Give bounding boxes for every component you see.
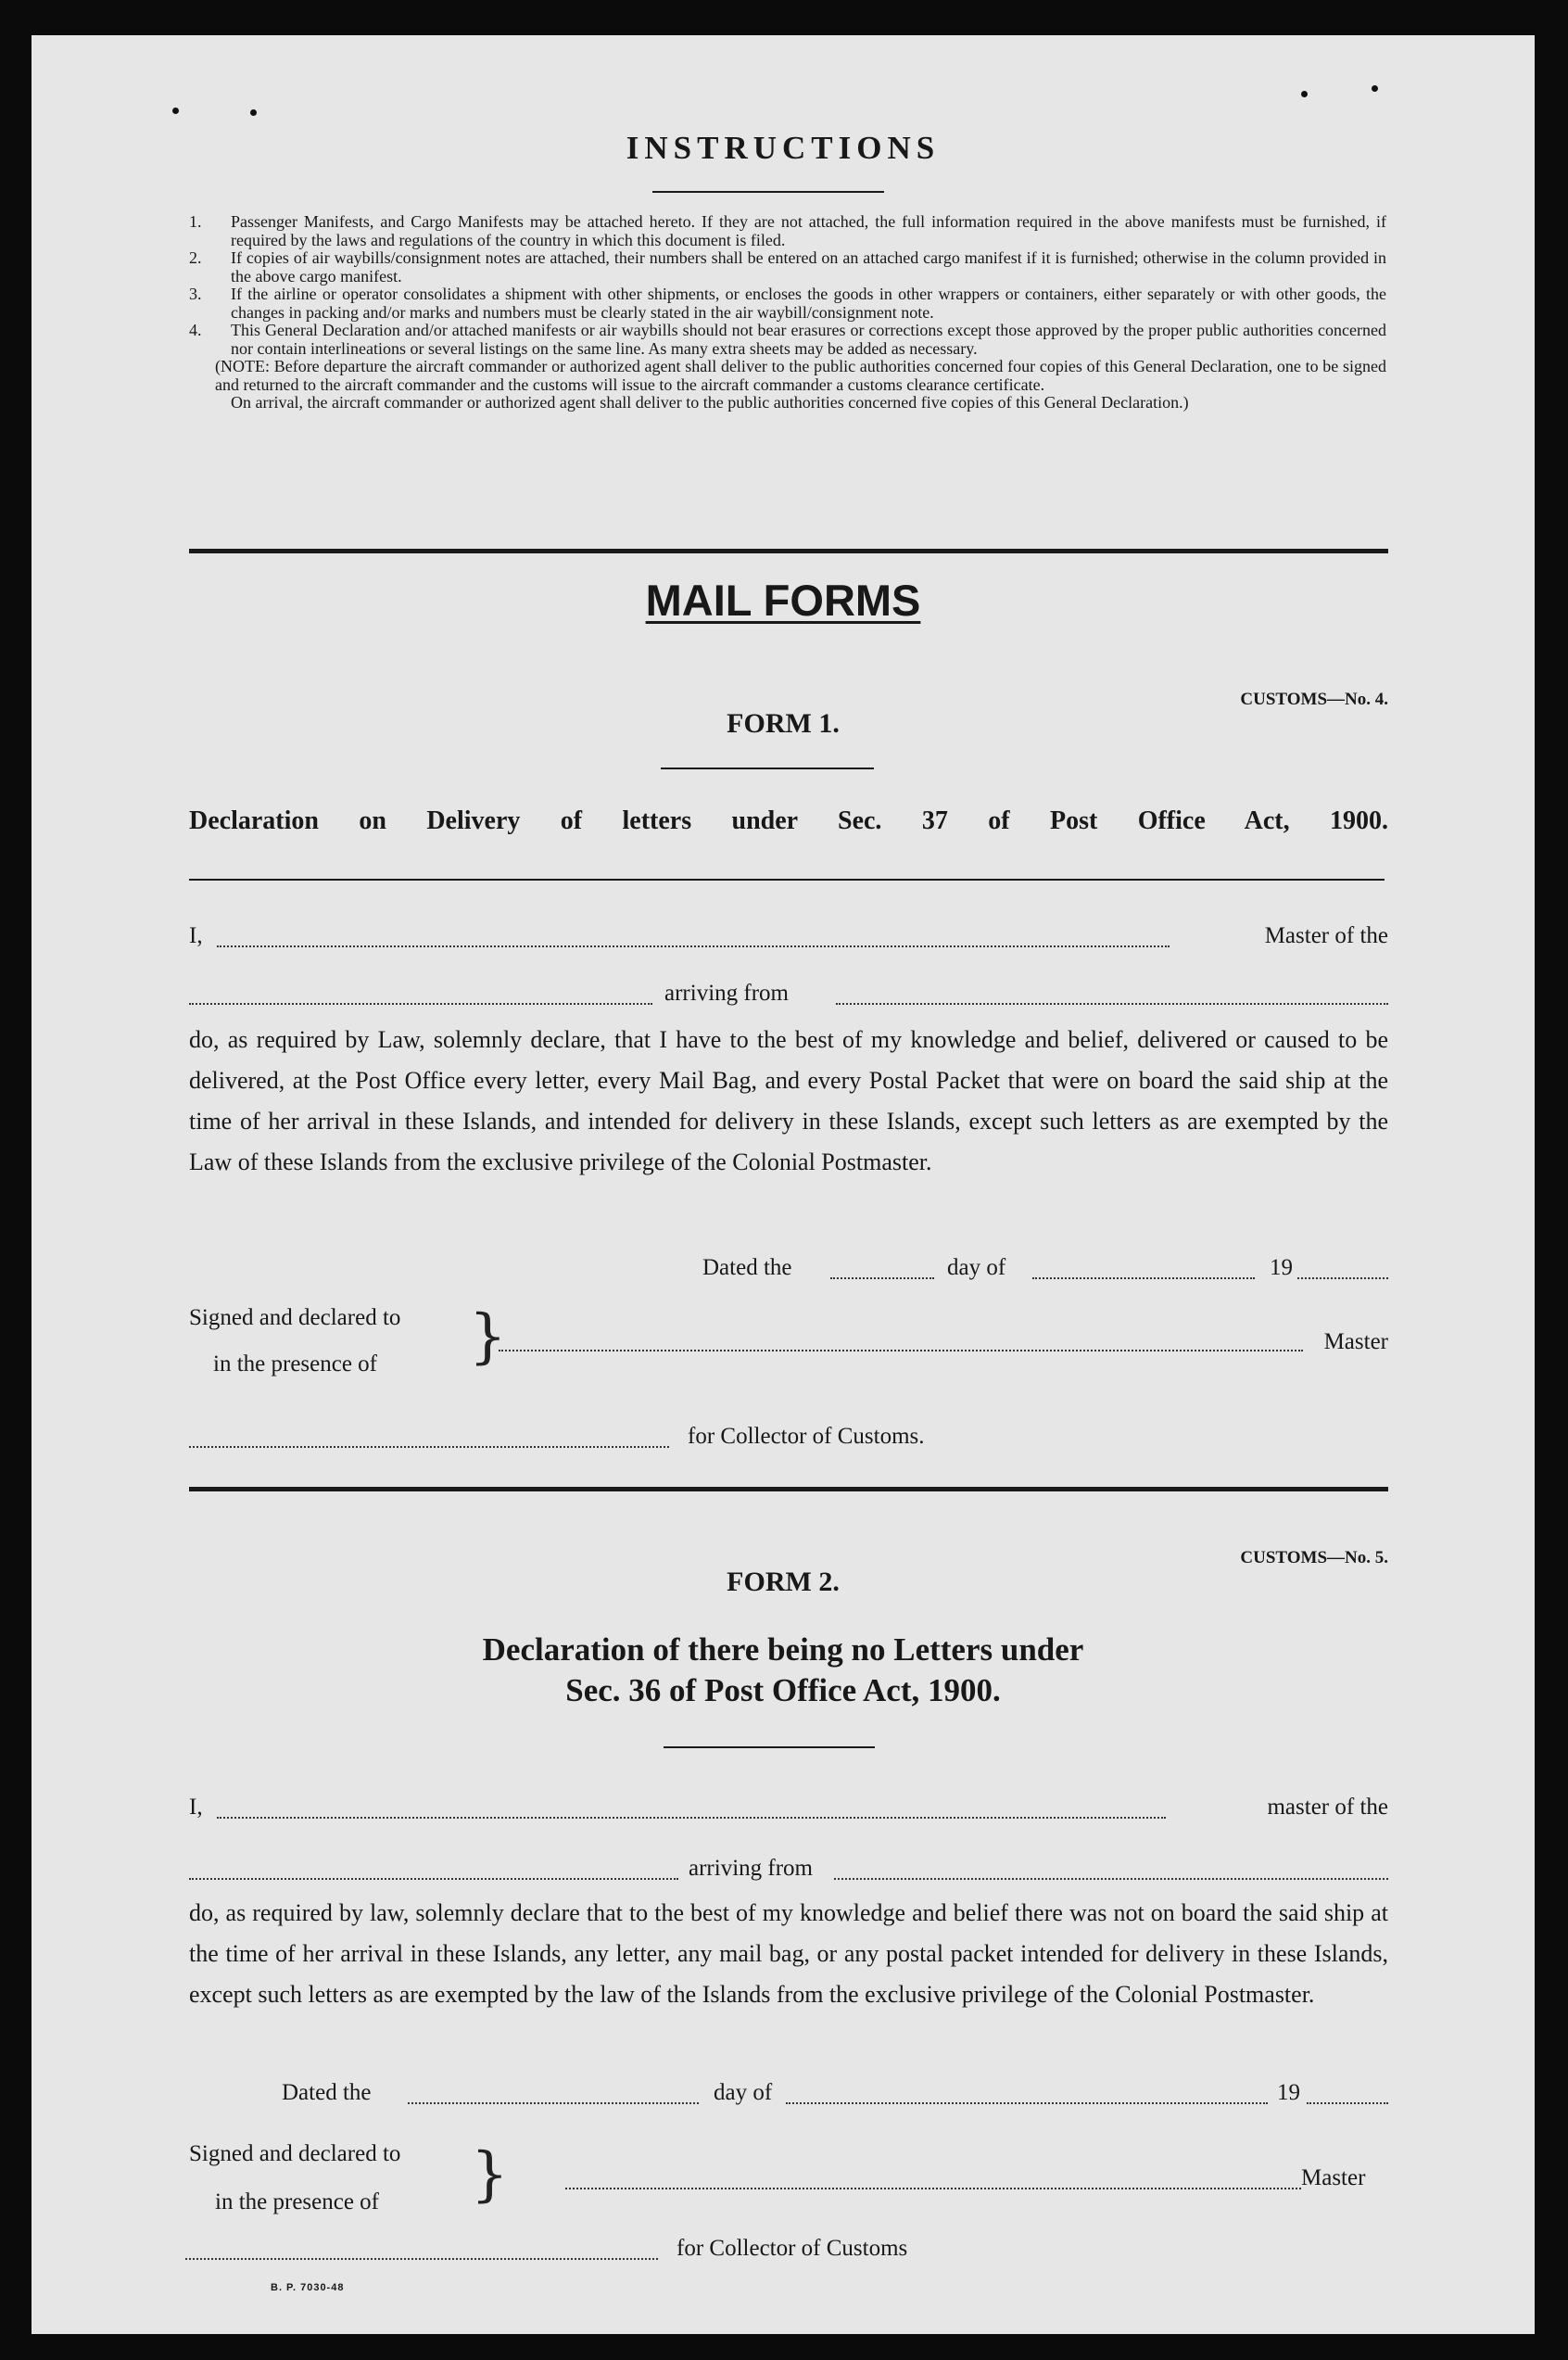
form2-year-field[interactable]: [1307, 2102, 1388, 2104]
form2-declaration-body: do, as required by law, solemnly declare that to the best of my knowledge and belief there was not on board the said ship at the time of her arrival in these Islands, any letter, any mail bag, or any postal packet intended for delivery in these Islands, except such letters as are exempted by the law of the Islands from the exclusive privilege of the Colonial Postmaster.: [189, 1899, 1388, 2008]
form1-declaration-body: do, as required by Law, solemnly declare, that I have to the best of my knowledge and belief, delivered or caused to be delivered, at the Post Office every letter, every Mail Bag, and every Postal Packet that were on board the said ship at the time of her arrival in these Islands, and intended for delivery in these Islands, except such letters as are exempted by the Law of these Islands from the exclusive privilege of the Colonial Postmaster.: [189, 1026, 1388, 1175]
form2-name-field[interactable]: [217, 1817, 1166, 1819]
punch-mark: [1372, 85, 1378, 92]
form1-name-field[interactable]: [217, 945, 1170, 947]
form1-arriving-from-label: arriving from: [664, 981, 789, 1006]
form2-dated-label: Dated the: [282, 2080, 372, 2105]
form1-month-field[interactable]: [1032, 1277, 1255, 1279]
form1-day-of-label: day of: [947, 1255, 1006, 1280]
form2-month-field[interactable]: [786, 2102, 1268, 2104]
title-underline: [652, 191, 884, 193]
form1-i-label: I,: [189, 923, 203, 948]
form2-i-label: I,: [189, 1795, 203, 1820]
instructions-list: [189, 213, 1386, 412]
form1-customs-number: CUSTOMS—No. 4.: [1240, 690, 1388, 709]
punch-mark: [1301, 91, 1308, 97]
form2-customs-number: CUSTOMS—No. 5.: [1240, 1548, 1388, 1567]
form2-collector-signature-field[interactable]: [185, 2258, 658, 2260]
form1-collector-label: for Collector of Customs.: [688, 1424, 925, 1449]
instruction-item: 3. If the airline or operator consolidates a shipment with other shipments, or encloses the goods in other wrappers or containers, either separately or with other goods, the changes in packing and/or marks and numbers must be clearly stated in the air waybill/consignment note.: [189, 285, 1386, 322]
instructions-title: INSTRUCTIONS: [626, 130, 941, 166]
form2-master-signature-field[interactable]: [565, 2188, 1301, 2189]
form2-declaration-title: [32, 1630, 1535, 1711]
form2-signed-label: Signed and declared to: [189, 2141, 401, 2166]
form1-day-field[interactable]: [830, 1277, 934, 1279]
form1-brace: }: [469, 1302, 507, 1371]
form2-ship-field[interactable]: [189, 1878, 678, 1880]
form1-title-underline: [661, 768, 874, 769]
form1-master-label: Master: [1323, 1329, 1388, 1354]
section-divider: [189, 549, 1388, 553]
form2-master-label: Master: [1301, 2165, 1366, 2190]
instruction-item: 1. Passenger Manifests, and Cargo Manifests may be attached hereto. If they are not attached, the full information required in the above manifests must be furnished, if required by the laws and regulations of the country in which this document is filed.: [189, 212, 1386, 249]
section-divider: [189, 1487, 1388, 1491]
form2-title-underline: [664, 1746, 875, 1748]
form1-declaration-title: Declaration on Delivery of letters under Sec. 37 of Post Office Act, 1900.: [189, 806, 1388, 835]
punch-mark: [250, 109, 257, 116]
form2-day-of-label: day of: [714, 2080, 773, 2105]
form2-title: FORM 2.: [727, 1567, 840, 1597]
instruction-item: 4. This General Declaration and/or attached manifests or air waybills should not bear erasures or corrections except those approved by the proper public authorities concerned nor contain interlineations or several listings on the same line. As many extra sheets may be added as necessary.: [189, 321, 1386, 358]
form2-declaration-title-line1: Declaration of there being no Letters under: [482, 1631, 1084, 1668]
form1-divider: [189, 879, 1385, 881]
form1-year-field[interactable]: [1297, 1277, 1388, 1279]
form2-presence-label: in the presence of: [215, 2189, 380, 2214]
footer-print-code: B. P. 7030-48: [271, 2282, 345, 2293]
form2-collector-label: for Collector of Customs: [677, 2236, 908, 2261]
punch-mark: [172, 108, 179, 114]
form1-presence-label: in the presence of: [213, 1351, 378, 1377]
form1-ship-field[interactable]: [189, 1003, 652, 1005]
document-page: [32, 35, 1535, 2334]
form1-year-label: 19: [1270, 1255, 1293, 1280]
form1-master-of-label: Master of the: [1264, 923, 1388, 948]
form2-day-field[interactable]: [408, 2102, 699, 2104]
form2-master-of-label: master of the: [1267, 1795, 1388, 1820]
instruction-item: 2. If copies of air waybills/consignment notes are attached, their numbers shall be entered on an attached cargo manifest if it is furnished; otherwise in the column provided in the above cargo manifest.: [189, 248, 1386, 285]
form2-declaration-title-line2: Sec. 36 of Post Office Act, 1900.: [565, 1672, 1001, 1708]
form1-master-signature-field[interactable]: [499, 1350, 1303, 1351]
mail-forms-heading: MAIL FORMS: [645, 576, 921, 625]
instruction-note-departure: (NOTE: Before departure the aircraft commander or authorized agent shall deliver to the public authorities concerned four copies of this General Declaration, one to be signed and returned to the aircraft commander and the customs will issue to the aircraft commander a customs clearance certificate.: [215, 357, 1386, 394]
form2-origin-field[interactable]: [834, 1878, 1388, 1880]
form1-origin-field[interactable]: [836, 1003, 1388, 1005]
instruction-note-arrival: On arrival, the aircraft commander or authorized agent shall deliver to the public authorities concerned five copies of this General Declaration.): [231, 393, 1189, 412]
form2-arriving-from-label: arriving from: [689, 1856, 813, 1881]
form1-dated-label: Dated the: [702, 1255, 792, 1280]
form1-signed-label: Signed and declared to: [189, 1305, 401, 1330]
form2-brace: }: [471, 2140, 509, 2209]
form1-title: FORM 1.: [727, 708, 840, 739]
form1-collector-signature-field[interactable]: [189, 1446, 669, 1448]
form2-year-label: 19: [1277, 2080, 1300, 2105]
